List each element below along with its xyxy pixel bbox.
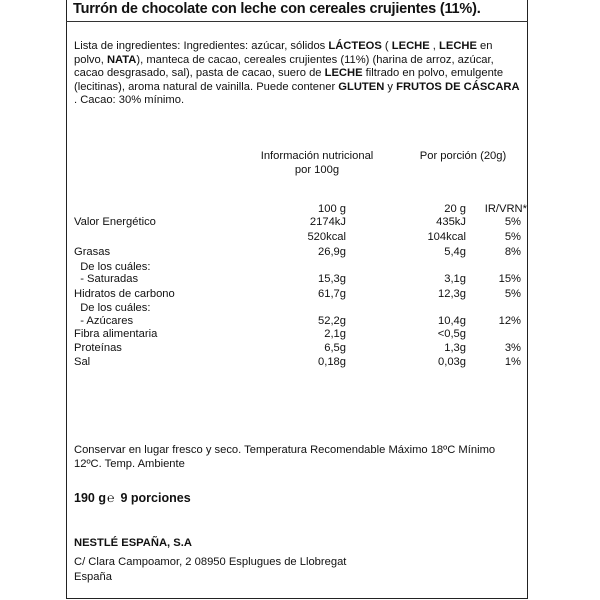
value-ir-percent: 5%	[504, 231, 521, 243]
ingredient-text: Lista de ingredientes: Ingredientes: azúcar, sólidos	[74, 40, 329, 52]
allergen-text: FRUTOS DE CÁSCARA	[396, 80, 520, 93]
nutrient-label: De los cuáles:	[74, 302, 151, 314]
ingredient-text: y	[384, 80, 397, 93]
product-title: Turrón de chocolate con leche con cereales crujientes (11%).	[73, 1, 481, 17]
value-per-portion: 0,03g	[438, 356, 466, 368]
nutrition-row	[74, 315, 524, 329]
title-divider	[66, 21, 528, 22]
value-per-portion: 3,1g	[444, 273, 466, 285]
nutrition-header-line2: por 100g	[294, 163, 340, 176]
ingredient-text: ), manteca de cacao, cereales crujientes (11%) (harina de arroz, azúcar, cacao desgrasado, sal), pasta de cacao, suero de	[74, 53, 494, 80]
value-per-100g: 61,7g	[318, 288, 346, 300]
value-ir-percent: 3%	[504, 342, 521, 354]
nutrition-header-100g	[252, 150, 382, 177]
nutrient-label: Valor Energético	[74, 216, 156, 228]
subheader-ir: IR/VRN*	[484, 203, 527, 215]
nutrition-row	[74, 342, 524, 356]
allergen-text: LÁCTEOS	[328, 40, 382, 52]
value-ir-percent: 12%	[498, 315, 521, 327]
value-per-portion: 435kJ	[436, 216, 466, 228]
value-per-100g: 0,18g	[318, 356, 346, 368]
nutrition-row	[74, 246, 524, 260]
nutrition-row	[74, 216, 524, 230]
nutrient-label: Sal	[74, 356, 91, 368]
storage-instructions: Conservar en lugar fresco y seco. Temperatura Recomendable Máximo 18ºC Mínimo 12ºC. Temp. Ambiente	[74, 444, 496, 470]
allergen-text: LECHE	[439, 40, 477, 52]
nutrition-header-portion: Por porción (20g)	[419, 150, 507, 162]
net-weight-line	[74, 491, 191, 505]
value-per-100g: 2,1g	[324, 328, 346, 340]
value-per-portion: 5,4g	[444, 246, 466, 258]
ingredient-text: filtrado en polvo, emulgente (lecitinas), aroma natural de vainilla. Puede contener	[74, 67, 504, 93]
value-ir-percent: 1%	[504, 356, 521, 368]
value-per-100g: 26,9g	[318, 246, 346, 258]
subheader-portion: 20 g	[444, 203, 466, 215]
nutrition-header-line1: Información nutricional	[260, 150, 374, 162]
nutrition-row	[74, 328, 524, 342]
nutrition-row	[74, 231, 524, 245]
ingredients-list	[74, 40, 522, 108]
ingredient-text: ,	[429, 40, 440, 52]
allergen-text: GLUTEN	[338, 80, 385, 93]
nutrition-row	[74, 288, 524, 302]
company-address	[74, 555, 346, 584]
subheader-100g: 100 g	[318, 203, 346, 215]
address-line-2: España	[74, 570, 112, 583]
value-ir-percent: 5%	[504, 288, 521, 300]
portions-count: 9 porciones	[120, 491, 191, 505]
value-per-100g: 520kcal	[307, 231, 346, 243]
nutrient-label: De los cuáles:	[74, 261, 151, 273]
value-per-100g: 15,3g	[318, 273, 346, 285]
value-per-portion: 12,3g	[438, 288, 466, 300]
net-weight: 190 g	[74, 491, 106, 505]
nutrient-label: Fibra alimentaria	[74, 328, 158, 340]
value-per-portion: 10,4g	[438, 315, 466, 327]
allergen-text: LECHE	[391, 40, 430, 52]
nutrition-row	[74, 356, 524, 370]
ingredient-text: . Cacao: 30% mínimo.	[74, 94, 185, 107]
nutrient-label: Grasas	[74, 246, 111, 258]
estimated-sign-icon: ℮	[106, 491, 115, 505]
ingredient-text: (	[381, 40, 392, 52]
allergen-text: NATA	[106, 53, 137, 66]
value-per-100g: 52,2g	[318, 315, 346, 327]
nutrient-label: Hidratos de carbono	[74, 288, 175, 300]
nutrition-row	[74, 273, 524, 287]
value-ir-percent: 8%	[504, 246, 521, 258]
value-per-100g: 6,5g	[324, 342, 346, 354]
value-ir-percent: 15%	[498, 273, 521, 285]
value-ir-percent: 5%	[504, 216, 521, 228]
nutrient-label: - Azúcares	[74, 315, 134, 327]
address-line-1: C/ Clara Campoamor, 2 08950 Esplugues de Llobregat	[74, 556, 347, 568]
value-per-portion: 104kcal	[427, 231, 466, 243]
value-per-portion: <0,5g	[437, 328, 466, 340]
nutrition-subheader	[74, 203, 527, 217]
value-per-100g: 2174kJ	[309, 216, 346, 228]
value-per-portion: 1,3g	[444, 342, 466, 354]
nutrient-label: Proteínas	[74, 342, 122, 354]
nutrition-row	[74, 302, 524, 316]
company-name: NESTLÉ ESPAÑA, S.A	[74, 537, 192, 549]
allergen-text: LECHE	[324, 67, 363, 80]
ingredient-text: en polvo,	[74, 40, 493, 66]
nutrient-label: - Saturadas	[74, 273, 139, 285]
